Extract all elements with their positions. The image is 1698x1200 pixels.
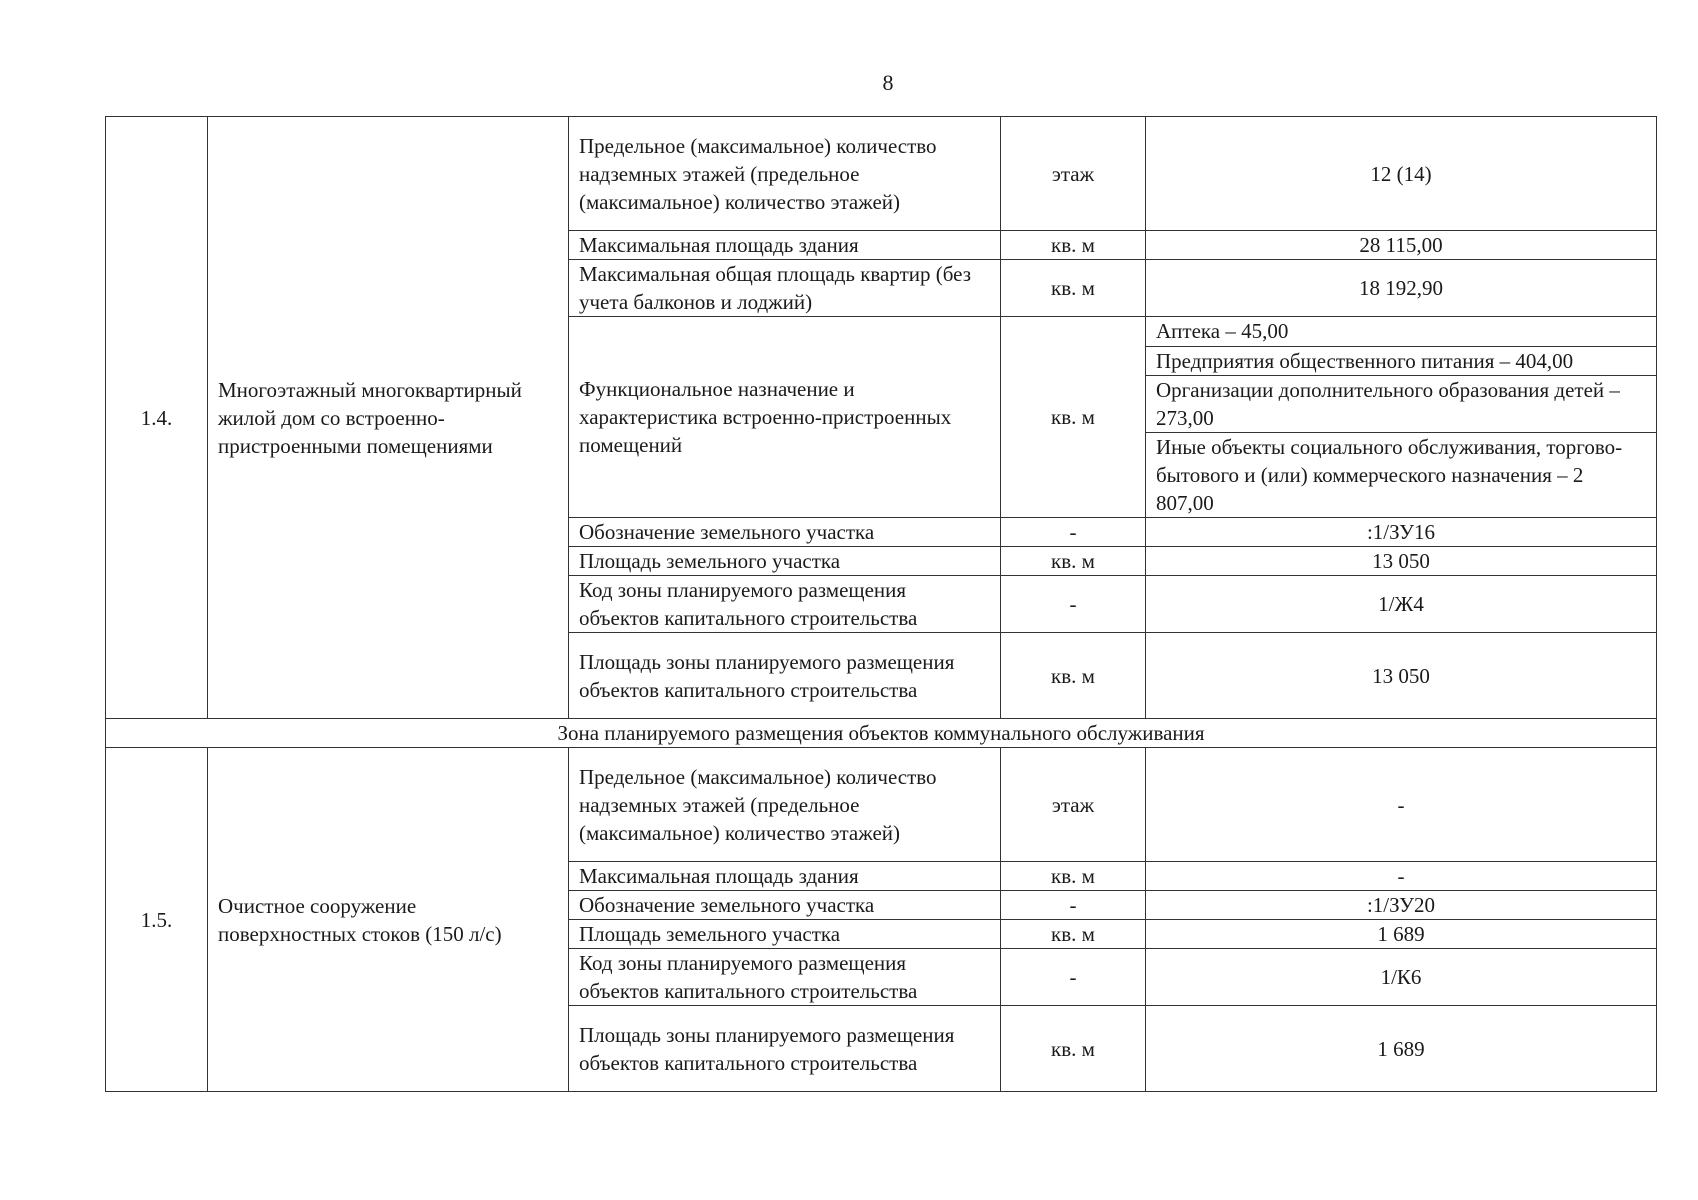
subvalues-list — [1146, 317, 1656, 517]
unit-cell: кв. м — [1001, 920, 1146, 949]
unit-cell: - — [1001, 949, 1146, 1006]
value-cell: :1/ЗУ20 — [1146, 891, 1657, 920]
section-header: Зона планируемого размещения объектов коммунального обслуживания — [106, 719, 1657, 748]
row-number: 1.4. — [106, 117, 208, 719]
unit-cell: - — [1001, 891, 1146, 920]
section-header-row — [106, 719, 1657, 748]
value-cell: 1 689 — [1146, 1006, 1657, 1092]
param-label: Площадь зоны планируемого размещения объектов капитального строительства — [569, 633, 1001, 719]
value-cell: 12 (14) — [1146, 117, 1657, 231]
param-label: Предельное (максимальное) количество надземных этажей (предельное (максимальное) количество этажей) — [569, 748, 1001, 862]
row-number: 1.5. — [106, 748, 208, 1092]
unit-cell: - — [1001, 576, 1146, 633]
value-cell: - — [1146, 862, 1657, 891]
object-name: Многоэтажный многоквартирный жилой дом со встроенно-пристроенными помещениями — [208, 117, 569, 719]
value-cell: - — [1146, 748, 1657, 862]
subvalue-item: Организации дополнительного образования детей – 273,00 — [1146, 375, 1656, 432]
param-label: Код зоны планируемого размещения объектов капитального строительства — [569, 576, 1001, 633]
param-label: Обозначение земельного участка — [569, 891, 1001, 920]
parameters-table — [105, 116, 1657, 1092]
value-cell: 18 192,90 — [1146, 260, 1657, 317]
param-label: Максимальная площадь здания — [569, 231, 1001, 260]
value-cell: 13 050 — [1146, 633, 1657, 719]
table-row — [106, 117, 1657, 231]
unit-cell: кв. м — [1001, 633, 1146, 719]
param-label: Функциональное назначение и характеристика встроенно-пристроенных помещений — [569, 317, 1001, 518]
param-label: Площадь земельного участка — [569, 547, 1001, 576]
subvalue-item: Иные объекты социального обслуживания, торгово-бытового и (или) коммерческого назначения – 2 807,00 — [1156, 434, 1623, 515]
param-label: Обозначение земельного участка — [569, 518, 1001, 547]
table-row — [106, 748, 1657, 862]
page-number: 8 — [882, 70, 894, 95]
value-cell: 28 115,00 — [1146, 231, 1657, 260]
subvalue-item: Аптека – 45,00 — [1146, 317, 1656, 346]
unit-cell: кв. м — [1001, 317, 1146, 518]
param-label: Площадь зоны планируемого размещения объектов капитального строительства — [569, 1006, 1001, 1092]
value-cell: 1/К6 — [1146, 949, 1657, 1006]
unit-cell: кв. м — [1001, 1006, 1146, 1092]
unit-cell: кв. м — [1001, 862, 1146, 891]
unit-cell: кв. м — [1001, 231, 1146, 260]
functional-purpose-cell — [1146, 317, 1657, 518]
unit-cell: этаж — [1001, 748, 1146, 862]
value-cell: :1/ЗУ16 — [1146, 518, 1657, 547]
unit-cell: этаж — [1001, 117, 1146, 231]
param-label: Максимальная площадь здания — [569, 862, 1001, 891]
unit-cell: - — [1001, 518, 1146, 547]
subvalue-item: Предприятия общественного питания – 404,00 — [1146, 346, 1656, 375]
param-label: Предельное (максимальное) количество надземных этажей (предельное (максимальное) количество этажей) — [569, 117, 1001, 231]
unit-cell: кв. м — [1001, 260, 1146, 317]
param-label: Максимальная общая площадь квартир (без учета балконов и лоджий) — [569, 260, 1001, 317]
param-label: Код зоны планируемого размещения объектов капитального строительства — [569, 949, 1001, 1006]
value-cell: 1/Ж4 — [1146, 576, 1657, 633]
param-label: Площадь земельного участка — [569, 920, 1001, 949]
value-cell: 1 689 — [1146, 920, 1657, 949]
unit-cell: кв. м — [1001, 547, 1146, 576]
object-name: Очистное сооружение поверхностных стоков (150 л/с) — [208, 748, 569, 1092]
value-cell: 13 050 — [1146, 547, 1657, 576]
